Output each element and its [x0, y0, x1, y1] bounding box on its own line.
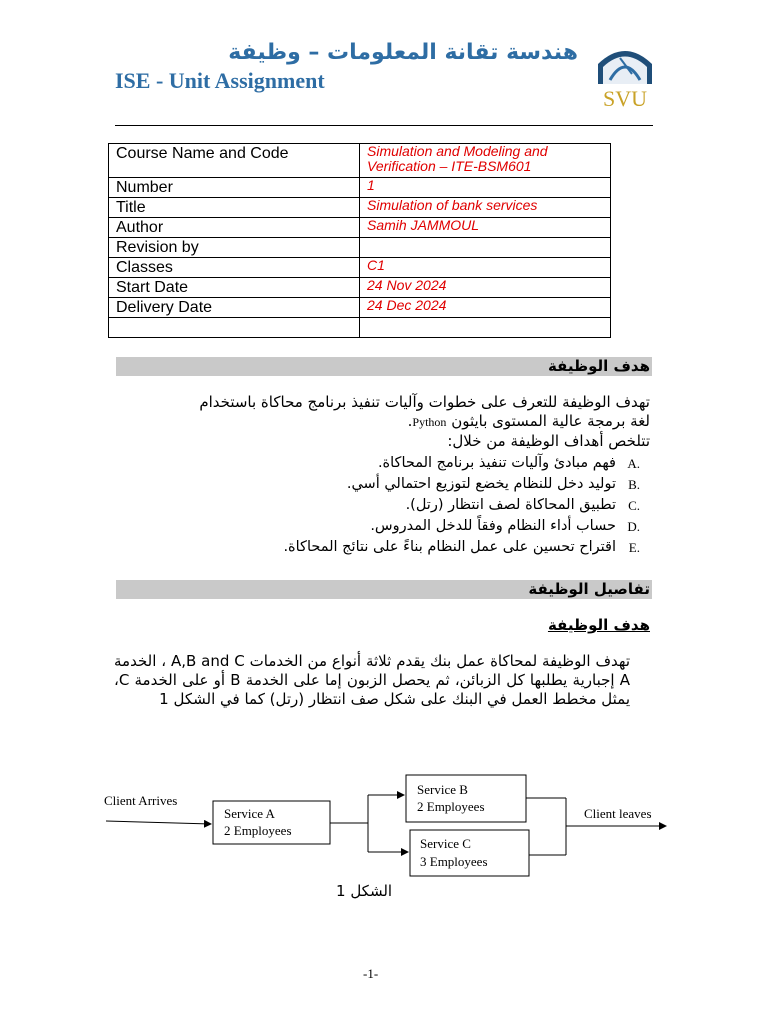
arrival-arrow: [106, 821, 211, 824]
info-value: Simulation of bank services: [360, 198, 611, 218]
service-b-staff: 2 Employees: [417, 799, 485, 814]
info-key: Classes: [109, 258, 360, 278]
info-row: [109, 298, 611, 318]
svu-logo: [592, 40, 658, 110]
service-b-name: Service B: [417, 782, 468, 797]
details-paragraph: تهدف الوظيفة لمحاكاة عمل بنك يقدم ثلاثة أنواع من الخدمات A,B and C ، الخدمة A إجبارية يطلبها كل الزبائن، ثم يحصل الزبون إما على الخدمة B أو على الخدمة C، يمثل مخطط العمل في البنك على شكل صف انتظار (رتل) كما في الشكل 1: [114, 652, 630, 708]
client-arrives-label: Client Arrives: [104, 793, 178, 808]
info-value: 24 Nov 2024: [360, 278, 611, 298]
info-value: C1: [360, 258, 611, 278]
objective-marker: C.: [628, 498, 640, 513]
client-leaves-label: Client leaves: [584, 806, 652, 821]
course-info-table: [108, 143, 611, 338]
info-value: Simulation and Modeling and Verification – ITE-BSM601: [360, 144, 611, 178]
info-row: [109, 258, 611, 278]
objective-marker: B.: [628, 477, 640, 492]
service-a-name: Service A: [224, 806, 275, 821]
arabic-title: هندسة تقانة المعلومات – وظيفة: [228, 40, 578, 65]
intro-line-1: تهدف الوظيفة للتعرف على خطوات وآليات تنفيذ برنامج محاكاة باستخدام: [199, 393, 650, 411]
info-row: [109, 178, 611, 198]
objective-item: [130, 537, 650, 558]
objective-item: [130, 495, 650, 516]
objective-text: فهم مبادئ وآليات تنفيذ برنامج المحاكاة.: [377, 455, 616, 471]
objective-text: توليد دخل للنظام يخضع لتوزيع احتمالي أسي.: [346, 476, 616, 492]
info-value: Samih JAMMOUL: [360, 218, 611, 238]
subheading-objective: هدف الوظيفة: [547, 616, 650, 634]
info-key: Number: [109, 178, 360, 198]
objective-text: حساب أداء النظام وفقاً للدخل المدروس.: [370, 518, 616, 534]
objective-text: تطبيق المحاكاة لصف انتظار (رتل).: [405, 497, 616, 513]
section-bar-objective: [116, 357, 652, 376]
objective-marker: E.: [628, 540, 640, 555]
objective-text: اقتراح تحسين على عمل النظام بناءً على نتائج المحاكاة.: [283, 539, 616, 555]
intro-line-2: لغة برمجة عالية المستوى بايثون Python.: [407, 412, 650, 430]
bank-queue-diagram: [0, 760, 768, 880]
info-value: [360, 238, 611, 258]
intro-line-3: تتلخص أهداف الوظيفة من خلال:: [447, 432, 650, 450]
section-heading-objective: هدف الوظيفة: [547, 357, 650, 375]
service-a-staff: 2 Employees: [224, 823, 292, 838]
figure-caption: الشكل 1: [336, 882, 393, 900]
info-row: [109, 218, 611, 238]
logo-text: SVU: [602, 86, 648, 110]
english-title: ISE - Unit Assignment: [115, 68, 325, 93]
page-number: -1-: [363, 966, 379, 981]
objective-item: [130, 474, 650, 495]
section-bar-details: [116, 580, 652, 599]
info-row: [109, 144, 611, 178]
info-row: [109, 278, 611, 298]
info-row: [109, 198, 611, 218]
info-key: Delivery Date: [109, 298, 360, 318]
objectives-list: [130, 453, 650, 558]
info-row: [109, 318, 611, 338]
info-value: [360, 318, 611, 338]
info-value: 24 Dec 2024: [360, 298, 611, 318]
objective-item: [130, 453, 650, 474]
info-key: Start Date: [109, 278, 360, 298]
intro-paragraph: [110, 393, 650, 451]
info-key: Author: [109, 218, 360, 238]
objective-marker: D.: [627, 519, 640, 534]
info-key: Course Name and Code: [109, 144, 360, 178]
info-key: Revision by: [109, 238, 360, 258]
info-key: [109, 318, 360, 338]
objective-marker: A.: [627, 456, 640, 471]
objective-item: [130, 516, 650, 537]
info-key: Title: [109, 198, 360, 218]
section-heading-details: تفاصيل الوظيفة: [528, 580, 650, 598]
service-c-name: Service C: [420, 836, 471, 851]
info-row: [109, 238, 611, 258]
header-rule: [115, 125, 653, 126]
service-c-staff: 3 Employees: [420, 854, 488, 869]
info-value: 1: [360, 178, 611, 198]
